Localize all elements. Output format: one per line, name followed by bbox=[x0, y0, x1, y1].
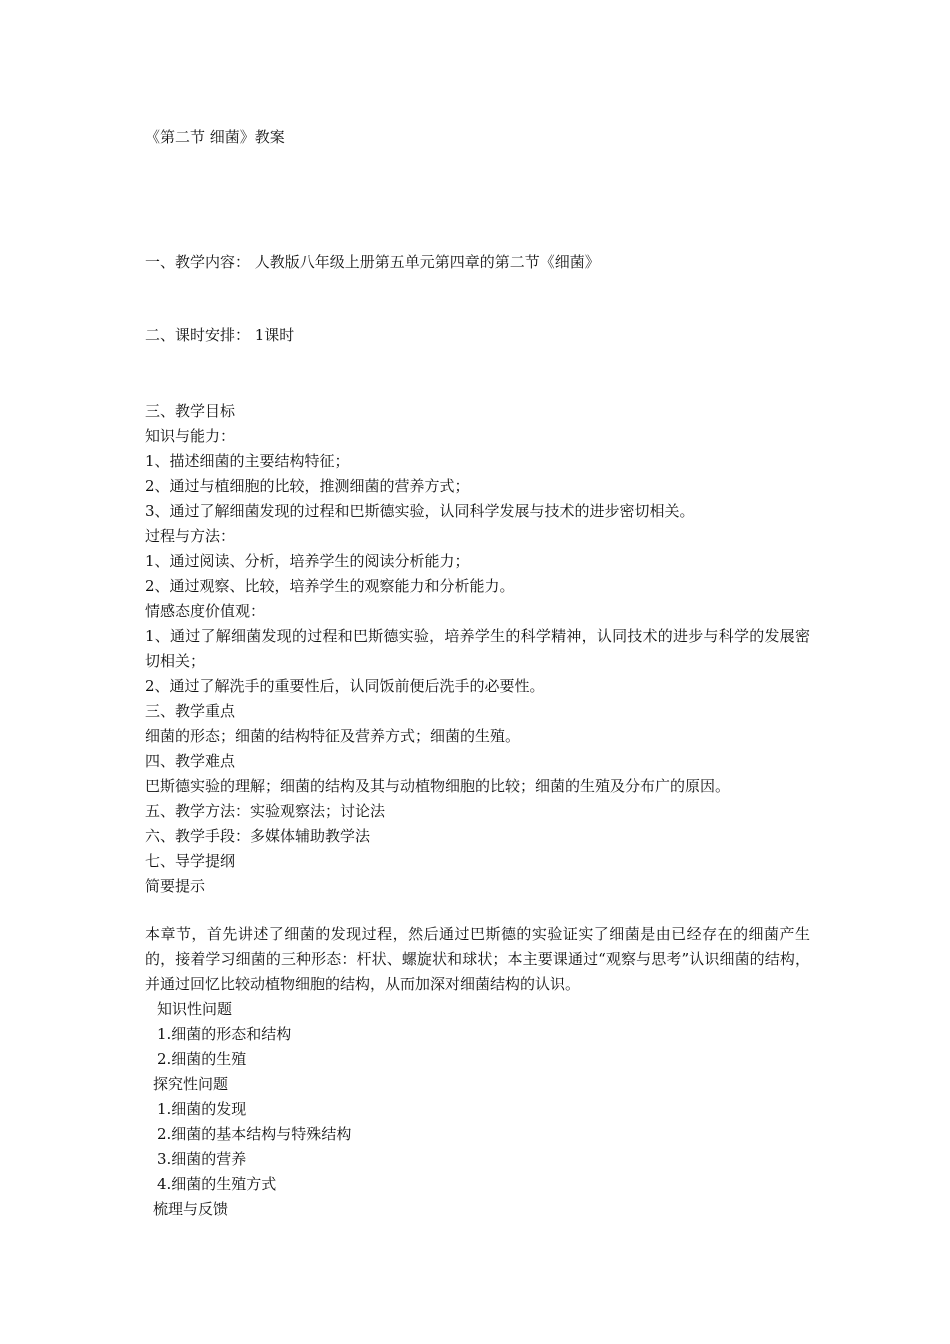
review-heading: 梳理与反馈 bbox=[153, 1200, 229, 1218]
difficulty-heading: 四、教学难点 bbox=[145, 752, 236, 770]
document-title: 《第二节 细菌》教案 bbox=[145, 128, 285, 146]
knowledge-question-1: 1.细菌的形态和结构 bbox=[157, 1025, 292, 1043]
knowledge-questions-heading: 知识性问题 bbox=[157, 1000, 233, 1018]
method-line: 五、教学方法：实验观察法；讨论法 bbox=[145, 802, 386, 820]
brief-paragraph: 本章节，首先讲述了细菌的发现过程，然后通过巴斯德的实验证实了细菌是由已经存在的细菌产生的，接着学习细菌的三种形态：杆状、螺旋状和球状；本主要课通过“观察与思考”认识细菌的结构，并通过回忆比较动植物细胞的结构，从而加深对细菌结构的认识。 bbox=[145, 925, 810, 993]
explore-question-1: 1.细菌的发现 bbox=[157, 1100, 247, 1118]
explore-question-2: 2.细菌的基本结构与特殊结构 bbox=[157, 1125, 352, 1143]
emotion-item-1: 1、通过了解细菌发现的过程和巴斯德实验，培养学生的科学精神，认同技术的进步与科学的发展密切相关； bbox=[145, 627, 810, 670]
process-heading: 过程与方法： bbox=[145, 527, 236, 545]
knowledge-heading: 知识与能力： bbox=[145, 427, 236, 445]
process-item-2: 2、通过观察、比较，培养学生的观察能力和分析能力。 bbox=[145, 577, 515, 595]
emotion-item-2: 2、通过了解洗手的重要性后，认同饭前便后洗手的必要性。 bbox=[145, 677, 545, 695]
knowledge-item-3: 3、通过了解细菌发现的过程和巴斯德实验，认同科学发展与技术的进步密切相关。 bbox=[145, 502, 695, 520]
means-line: 六、教学手段：多媒体辅助教学法 bbox=[145, 827, 371, 845]
brief-heading: 简要提示 bbox=[145, 877, 206, 895]
process-item-1: 1、通过阅读、分析，培养学生的阅读分析能力； bbox=[145, 552, 470, 570]
explore-question-3: 3.细菌的营养 bbox=[157, 1150, 247, 1168]
difficulty-text: 巴斯德实验的理解；细菌的结构及其与动植物细胞的比较；细菌的生殖及分布广的原因。 bbox=[145, 777, 731, 795]
knowledge-item-1: 1、描述细菌的主要结构特征； bbox=[145, 452, 350, 470]
knowledge-item-2: 2、通过与植细胞的比较，推测细菌的营养方式； bbox=[145, 477, 470, 495]
outline-heading: 七、导学提纲 bbox=[145, 852, 236, 870]
key-points-text: 细菌的形态；细菌的结构特征及营养方式；细菌的生殖。 bbox=[145, 727, 521, 745]
emotion-heading: 情感态度价值观： bbox=[145, 602, 266, 620]
explore-questions-heading: 探究性问题 bbox=[153, 1075, 229, 1093]
goals-heading: 三、教学目标 bbox=[145, 402, 236, 420]
knowledge-question-2: 2.细菌的生殖 bbox=[157, 1050, 247, 1068]
explore-question-4: 4.细菌的生殖方式 bbox=[157, 1175, 277, 1193]
schedule-line: 二、课时安排： 1课时 bbox=[145, 326, 295, 344]
key-points-heading: 三、教学重点 bbox=[145, 702, 236, 720]
teaching-content-line: 一、教学内容： 人教版八年级上册第五单元第四章的第二节《细菌》 bbox=[145, 253, 600, 271]
